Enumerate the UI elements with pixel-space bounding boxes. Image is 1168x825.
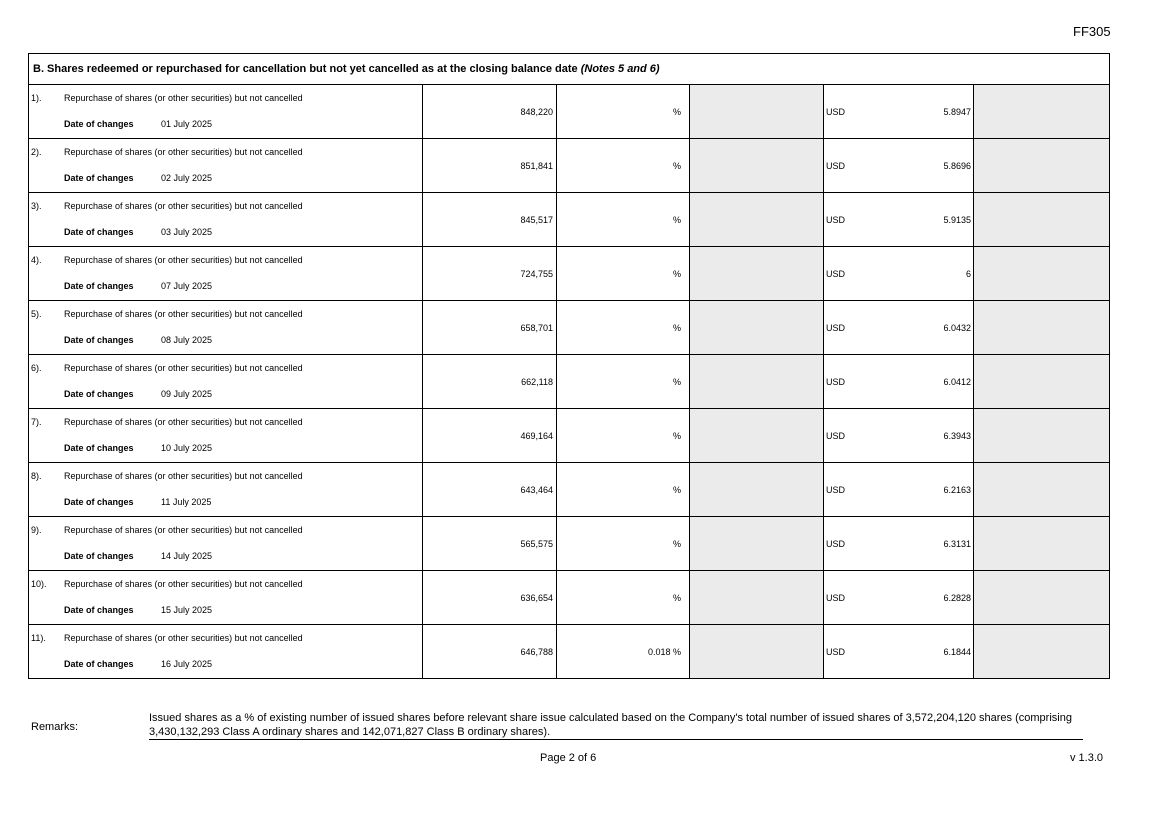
row-description: Repurchase of shares (or other securities) but not cancelled [64,632,303,643]
date-label: Date of changes [64,442,134,453]
blank-gray-cell [690,355,824,409]
shares-cell: 643,464 [423,463,557,517]
description-cell [29,517,423,571]
date-label: Date of changes [64,172,134,183]
table-row [29,85,1110,139]
date-value: 07 July 2025 [161,280,213,291]
shares-cell: 469,164 [423,409,557,463]
description-cell [29,301,423,355]
blank-gray-cell [690,409,824,463]
table-row [29,409,1110,463]
shares-cell: 851,841 [423,139,557,193]
date-label: Date of changes [64,658,134,669]
blank-gray-cell [974,409,1110,463]
blank-gray-cell [690,571,824,625]
row-index: 6). [31,362,42,373]
date-value: 15 July 2025 [161,604,213,615]
table-row [29,301,1110,355]
currency-code: USD [826,106,846,117]
description-cell [29,625,423,679]
date-value: 14 July 2025 [161,550,213,561]
section-header-row [29,54,1110,85]
currency-code: USD [826,376,846,387]
date-value: 03 July 2025 [161,226,213,237]
blank-gray-cell [690,625,824,679]
percent-cell: % [557,571,690,625]
row-description: Repurchase of shares (or other securities) but not cancelled [64,308,303,319]
price-value: 6.1844 [943,646,971,657]
price-cell [824,193,974,247]
section-notes: (Notes 5 and 6) [580,63,660,75]
row-description: Repurchase of shares (or other securities) but not cancelled [64,416,303,427]
page-number: Page 2 of 6 [540,752,597,764]
table-row [29,193,1110,247]
table-row [29,571,1110,625]
shares-cell: 565,575 [423,517,557,571]
row-description: Repurchase of shares (or other securities) but not cancelled [64,362,303,373]
currency-code: USD [826,646,846,657]
date-value: 11 July 2025 [161,496,212,507]
price-cell [824,85,974,139]
price-cell [824,409,974,463]
blank-gray-cell [974,139,1110,193]
remarks-label: Remarks: [31,721,79,733]
blank-gray-cell [974,193,1110,247]
description-cell [29,409,423,463]
currency-code: USD [826,592,846,603]
price-cell [824,571,974,625]
date-label: Date of changes [64,604,134,615]
row-description: Repurchase of shares (or other securities) but not cancelled [64,200,303,211]
version-label: v 1.3.0 [1070,752,1104,764]
percent-cell: % [557,409,690,463]
table-row [29,517,1110,571]
price-value: 5.8696 [943,160,971,171]
table-row [29,139,1110,193]
date-label: Date of changes [64,496,134,507]
row-description: Repurchase of shares (or other securities) but not cancelled [64,524,303,535]
row-description: Repurchase of shares (or other securities) but not cancelled [64,470,303,481]
description-cell [29,193,423,247]
date-label: Date of changes [64,388,134,399]
currency-code: USD [826,484,846,495]
percent-cell: % [557,517,690,571]
blank-gray-cell [974,571,1110,625]
date-label: Date of changes [64,280,134,291]
section-title: B. Shares redeemed or repurchased for cancellation but not yet cancelled as at the closing balance date [33,63,578,75]
price-value: 6.0432 [943,322,971,333]
blank-gray-cell [690,463,824,517]
percent-cell: % [557,301,690,355]
percent-cell: % [557,247,690,301]
blank-gray-cell [974,463,1110,517]
price-value: 6.3131 [943,538,971,549]
date-label: Date of changes [64,118,134,129]
description-cell [29,571,423,625]
row-description: Repurchase of shares (or other securities) but not cancelled [64,146,303,157]
shares-cell: 662,118 [423,355,557,409]
price-value: 6.3943 [943,430,971,441]
row-index: 9). [31,524,42,535]
form-code: FF305 [1073,24,1111,39]
description-cell [29,139,423,193]
percent-cell: % [557,193,690,247]
blank-gray-cell [974,85,1110,139]
repurchase-table [28,53,1110,679]
row-index: 11). [31,632,46,643]
percent-cell: 0.018 % [557,625,690,679]
date-value: 01 July 2025 [161,118,213,129]
row-index: 2). [31,146,42,157]
description-cell [29,247,423,301]
percent-cell: % [557,463,690,517]
row-index: 3). [31,200,42,211]
price-value: 6.0412 [943,376,971,387]
section-header [29,54,1110,85]
currency-code: USD [826,268,846,279]
remarks-text: Issued shares as a % of existing number of issued shares before relevant share issue calculated based on the Company's total number of issued shares of 3,572,204,120 shares (comprising 3,430,132,293 Class A ordinary shares and 142,071,827 Class B ordinary shares). [149,711,1083,740]
price-value: 5.8947 [943,106,971,117]
blank-gray-cell [974,517,1110,571]
date-value: 16 July 2025 [161,658,213,669]
table-row [29,625,1110,679]
blank-gray-cell [690,139,824,193]
price-cell [824,355,974,409]
shares-cell: 724,755 [423,247,557,301]
row-description: Repurchase of shares (or other securities) but not cancelled [64,254,303,265]
percent-cell: % [557,139,690,193]
currency-code: USD [826,160,846,171]
price-cell [824,517,974,571]
blank-gray-cell [690,85,824,139]
date-label: Date of changes [64,226,134,237]
table-row [29,463,1110,517]
row-index: 10). [31,578,47,589]
row-index: 5). [31,308,42,319]
shares-cell: 658,701 [423,301,557,355]
date-value: 08 July 2025 [161,334,213,345]
date-value: 10 July 2025 [161,442,213,453]
price-value: 6.2163 [943,484,971,495]
blank-gray-cell [690,301,824,355]
currency-code: USD [826,430,846,441]
date-label: Date of changes [64,334,134,345]
description-cell [29,85,423,139]
shares-cell: 646,788 [423,625,557,679]
percent-cell: % [557,85,690,139]
blank-gray-cell [974,301,1110,355]
row-index: 8). [31,470,42,481]
currency-code: USD [826,538,846,549]
date-value: 02 July 2025 [161,172,213,183]
price-value: 5.9135 [943,214,971,225]
row-index: 4). [31,254,42,265]
blank-gray-cell [974,625,1110,679]
percent-cell: % [557,355,690,409]
blank-gray-cell [974,247,1110,301]
row-description: Repurchase of shares (or other securities) but not cancelled [64,92,303,103]
shares-cell: 848,220 [423,85,557,139]
blank-gray-cell [690,193,824,247]
row-index: 1). [31,92,42,103]
price-cell [824,139,974,193]
date-value: 09 July 2025 [161,388,213,399]
price-value: 6.2828 [943,592,971,603]
currency-code: USD [826,322,846,333]
price-value: 6 [965,268,971,279]
description-cell [29,463,423,517]
price-cell [824,247,974,301]
row-index: 7). [31,416,42,427]
row-description: Repurchase of shares (or other securities) but not cancelled [64,578,303,589]
blank-gray-cell [690,247,824,301]
date-label: Date of changes [64,550,134,561]
currency-code: USD [826,214,846,225]
price-cell [824,625,974,679]
table-row [29,355,1110,409]
table-row [29,247,1110,301]
description-cell [29,355,423,409]
price-cell [824,301,974,355]
blank-gray-cell [690,517,824,571]
price-cell [824,463,974,517]
shares-cell: 845,517 [423,193,557,247]
shares-cell: 636,654 [423,571,557,625]
blank-gray-cell [974,355,1110,409]
